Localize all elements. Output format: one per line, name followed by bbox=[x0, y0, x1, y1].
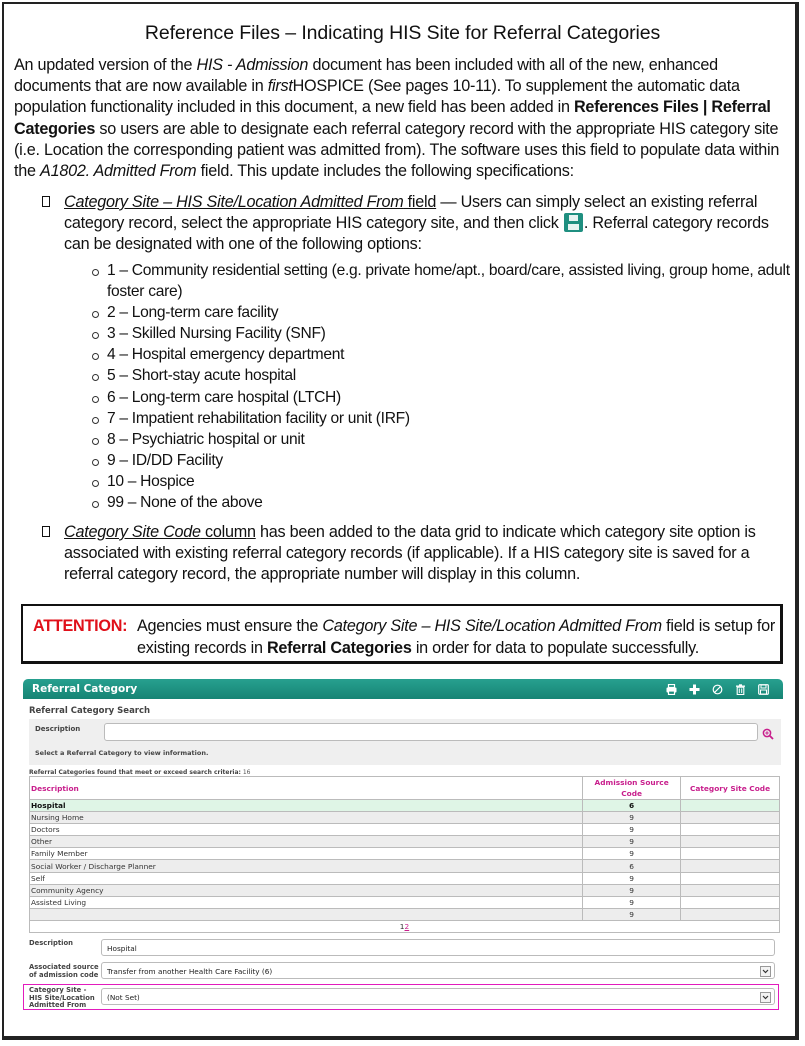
cell-category-site-code bbox=[681, 812, 780, 824]
save-icon[interactable] bbox=[758, 684, 769, 695]
grid-header-row bbox=[30, 777, 780, 800]
cell-category-site-code bbox=[681, 836, 780, 848]
bullet-category-site-code bbox=[42, 522, 794, 586]
cell-admission-source-code: 6 bbox=[583, 860, 681, 872]
field-name: Category Site – HIS Site/Location Admitted From bbox=[322, 617, 662, 635]
cell-admission-source-code: 9 bbox=[583, 908, 681, 920]
column-header-description[interactable]: Description bbox=[30, 777, 583, 800]
table-row[interactable] bbox=[30, 800, 780, 812]
cell-admission-source-code: 9 bbox=[583, 884, 681, 896]
page-link-2[interactable]: 2 bbox=[404, 921, 410, 931]
attention-label: ATTENTION: bbox=[33, 617, 128, 635]
search-description-input[interactable] bbox=[104, 723, 758, 741]
cell-description: Social Worker / Discharge Planner bbox=[30, 860, 583, 872]
category-site-select[interactable] bbox=[101, 988, 775, 1005]
results-count-label: Referral Categories found that meet or exceed search criteria: bbox=[29, 769, 241, 776]
cell-description: Assisted Living bbox=[30, 896, 583, 908]
results-count-value: 16 bbox=[242, 769, 251, 776]
option-item: 99 – None of the above bbox=[92, 492, 802, 513]
attention-text: Agencies must ensure the bbox=[137, 617, 323, 635]
option-item: 10 – Hospice bbox=[92, 471, 802, 492]
cell-description: Family Member bbox=[30, 848, 583, 860]
option-item: 8 – Psychiatric hospital or unit bbox=[92, 429, 802, 450]
option-item: 7 – Impatient rehabilitation facility or unit (IRF) bbox=[92, 408, 802, 429]
toolbar bbox=[666, 679, 769, 699]
save-icon bbox=[564, 213, 583, 232]
description-label: Description bbox=[29, 939, 73, 947]
intro-text: document has been included with all of the new, enhanced documents that are now available in bbox=[14, 56, 718, 96]
cell-description: Doctors bbox=[30, 824, 583, 836]
cancel-icon[interactable] bbox=[712, 684, 723, 695]
option-item: 6 – Long-term care hospital (LTCH) bbox=[92, 387, 802, 408]
cell-admission-source-code: 9 bbox=[583, 824, 681, 836]
attention-box bbox=[21, 604, 783, 664]
cell-category-site-code bbox=[681, 860, 780, 872]
app-header bbox=[23, 679, 783, 699]
results-count bbox=[29, 769, 250, 776]
option-item: 5 – Short-stay acute hospital bbox=[92, 365, 802, 386]
column-header-category-site-code[interactable]: Category Site Code bbox=[681, 777, 780, 800]
pagination bbox=[30, 920, 780, 932]
column-header-admission-source-code[interactable]: Admission Source Code bbox=[583, 777, 681, 800]
menu-path: References Files | Referral Categories bbox=[14, 98, 771, 138]
option-item: 9 – ID/DD Facility bbox=[92, 450, 802, 471]
cell-description: Self bbox=[30, 872, 583, 884]
cell-description: Nursing Home bbox=[30, 812, 583, 824]
cell-admission-source-code: 9 bbox=[583, 848, 681, 860]
page-link-1[interactable]: 1 bbox=[399, 921, 405, 931]
attention-text: field is setup for existing records in bbox=[137, 617, 775, 657]
category-site-label: Category Site - HIS Site/Location Admitted From bbox=[29, 987, 95, 1009]
option-item: 2 – Long-term care facility bbox=[92, 302, 802, 323]
intro-text: HOSPICE (See pages 10-11). To supplement the automatic data population functionality included in this document, a new field has been added in bbox=[14, 77, 740, 117]
admission-code-value: Transfer from another Health Care Facility (6) bbox=[107, 967, 273, 976]
referral-category-grid bbox=[29, 776, 780, 933]
cell-admission-source-code: 9 bbox=[583, 836, 681, 848]
a1802-field-name: A1802. Admitted From bbox=[40, 162, 197, 181]
table-row[interactable] bbox=[30, 848, 780, 860]
intro-text: so users are able to designate each referral category record with the appropriate HIS category site (i.e. Location the corresponding patient was admitted from). The software uses this field to populate data within the bbox=[14, 119, 780, 181]
option-item: 1 – Community residential setting (e.g. private home/apt., board/care, assisted living, group home, adult foster care) bbox=[92, 260, 802, 302]
bullet-text: . Referral category records can be designated with one of the following options: bbox=[64, 214, 769, 254]
option-item: 3 – Skilled Nursing Facility (SNF) bbox=[92, 323, 802, 344]
option-item: 4 – Hospital emergency department bbox=[92, 344, 802, 365]
referral-category-screenshot bbox=[23, 679, 785, 1017]
add-icon[interactable] bbox=[689, 684, 700, 695]
cell-admission-source-code: 9 bbox=[583, 872, 681, 884]
admission-code-select[interactable] bbox=[101, 962, 775, 979]
table-row[interactable] bbox=[30, 836, 780, 848]
cell-admission-source-code: 6 bbox=[583, 800, 681, 812]
intro-text: field. This update includes the following specifications: bbox=[196, 162, 574, 181]
column-name: Category Site Code bbox=[64, 523, 201, 541]
admission-code-label: Associated source of admission code bbox=[29, 963, 99, 979]
chevron-down-icon[interactable] bbox=[760, 992, 771, 1003]
cell-category-site-code bbox=[681, 824, 780, 836]
search-section-title: Referral Category Search bbox=[29, 706, 151, 716]
bullet-category-site-field bbox=[42, 192, 794, 256]
cell-description: Community Agency bbox=[30, 884, 583, 896]
cell-category-site-code bbox=[681, 884, 780, 896]
bullet-text: has been added to the data grid to indicate which category site option is associated with existing referral category records (if applicable). If a HIS category site is saved for a referral category record, the appropriate number will display in this column. bbox=[64, 523, 756, 584]
cell-description bbox=[30, 908, 583, 920]
pagination-row bbox=[30, 920, 780, 932]
table-row[interactable] bbox=[30, 824, 780, 836]
table-row[interactable] bbox=[30, 812, 780, 824]
intro-paragraph bbox=[14, 55, 794, 182]
cell-description: Other bbox=[30, 836, 583, 848]
intro-text: An updated version of the bbox=[14, 56, 197, 74]
cell-description: Hospital bbox=[30, 800, 583, 812]
attention-text: in order for data to populate successfully. bbox=[411, 639, 700, 657]
attention-message bbox=[137, 615, 777, 659]
print-icon[interactable] bbox=[666, 684, 677, 695]
table-row[interactable] bbox=[30, 896, 780, 908]
column-word: column bbox=[200, 523, 256, 541]
search-icon[interactable] bbox=[762, 725, 774, 737]
cell-category-site-code bbox=[681, 908, 780, 920]
cell-category-site-code bbox=[681, 848, 780, 860]
search-description-label: Description bbox=[35, 725, 81, 733]
table-row[interactable] bbox=[30, 860, 780, 872]
page-title: Reference Files – Indicating HIS Site for Referral Categories bbox=[144, 22, 661, 44]
cell-category-site-code bbox=[681, 872, 780, 884]
search-hint: Select a Referral Category to view information. bbox=[35, 749, 209, 757]
chevron-down-icon[interactable] bbox=[760, 966, 771, 977]
table-row[interactable] bbox=[30, 884, 780, 896]
table-row[interactable] bbox=[30, 908, 780, 920]
app-title: Referral Category bbox=[32, 683, 138, 695]
search-panel bbox=[29, 719, 781, 765]
cell-category-site-code bbox=[681, 800, 780, 812]
bullet-text: — Users can simply select an existing referral category record, select the appropriate HIS category site, and then click bbox=[64, 193, 758, 233]
square-bullet-icon bbox=[42, 526, 50, 537]
brand-first: first bbox=[267, 77, 293, 96]
description-input[interactable]: Hospital bbox=[101, 939, 775, 956]
field-name: Category Site – HIS Site/Location Admitted From bbox=[64, 193, 404, 211]
delete-icon[interactable] bbox=[735, 684, 746, 695]
referral-categories-bold: Referral Categories bbox=[266, 639, 412, 657]
square-bullet-icon bbox=[42, 196, 50, 207]
category-site-value: (Not Set) bbox=[107, 993, 140, 1002]
category-site-options bbox=[92, 260, 802, 513]
his-admission-doc-name: HIS - Admission bbox=[196, 56, 309, 74]
cell-admission-source-code: 9 bbox=[583, 896, 681, 908]
cell-category-site-code bbox=[681, 896, 780, 908]
field-word: field bbox=[403, 193, 437, 211]
table-row[interactable] bbox=[30, 872, 780, 884]
cell-admission-source-code: 9 bbox=[583, 812, 681, 824]
